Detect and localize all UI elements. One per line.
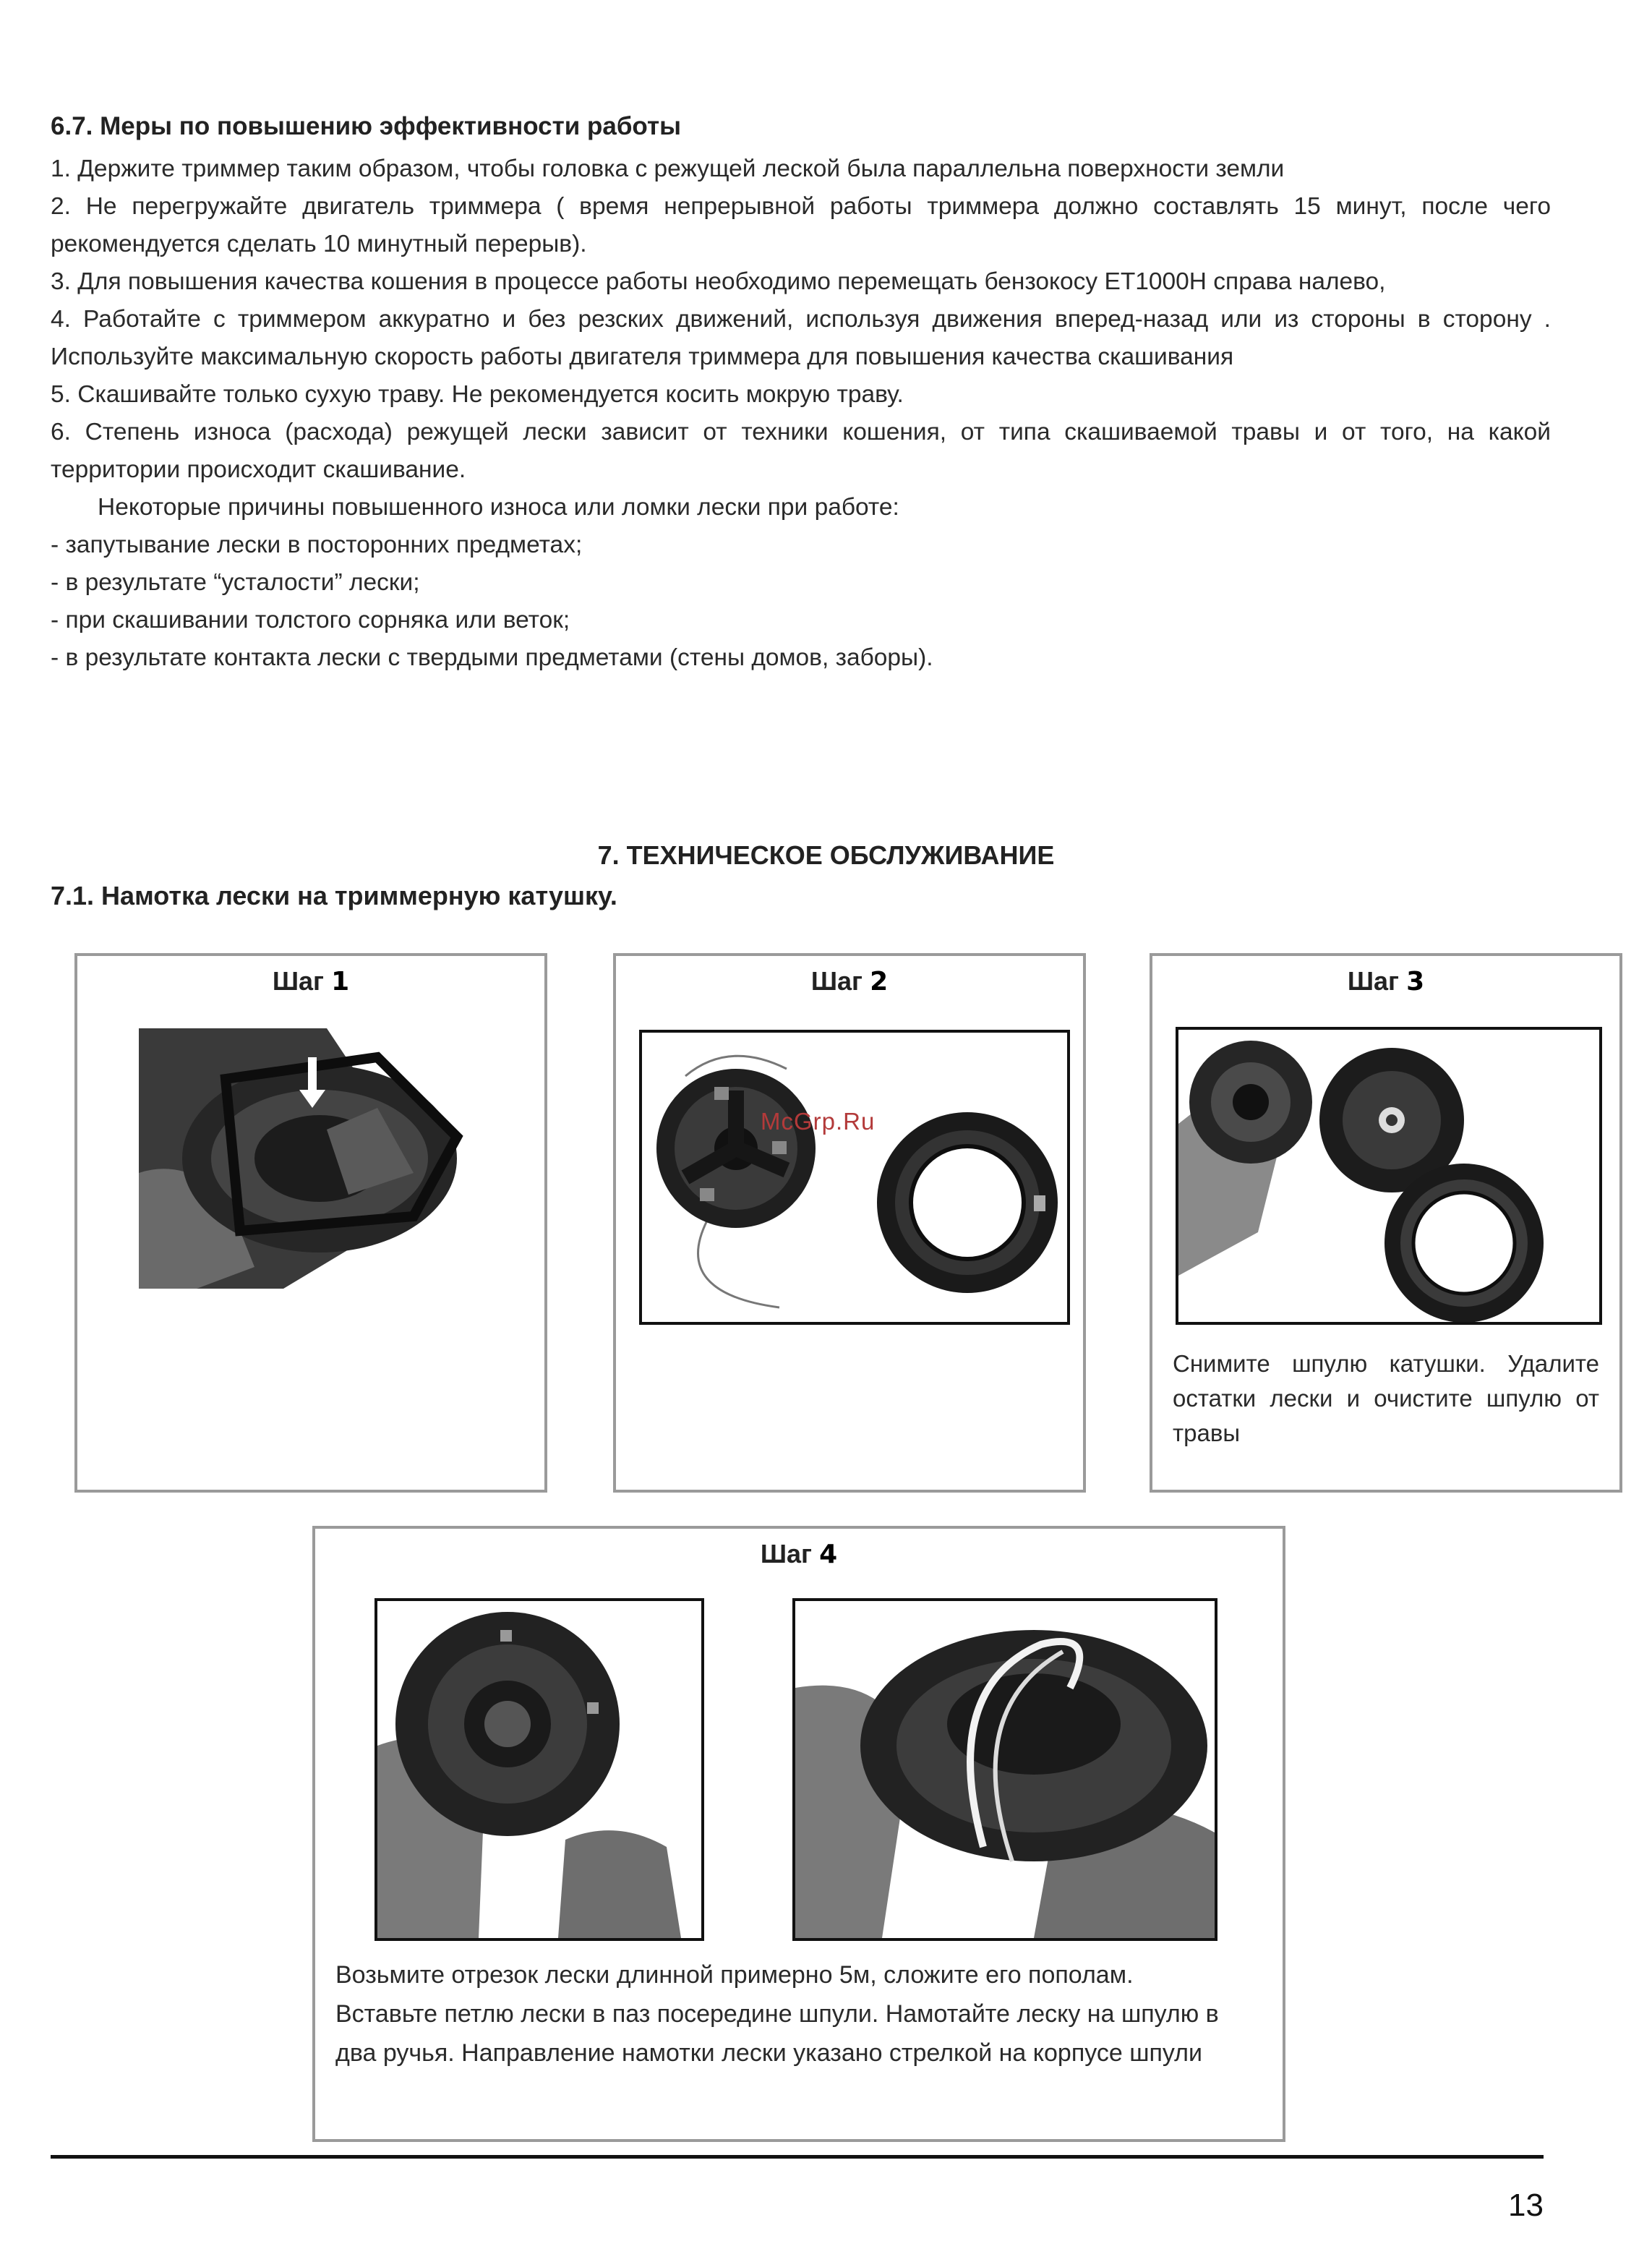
page-number: 13 — [1508, 2188, 1544, 2223]
step-2-title: Шаг 2 — [810, 966, 889, 997]
list-item: 1. Держите триммер таким образом, чтобы головка с режущей леской была параллельна поверхности земли — [51, 155, 1285, 182]
step-2-photo — [639, 1030, 1070, 1325]
watermark: McGrp.Ru — [761, 1108, 876, 1135]
step-2-box — [613, 953, 1086, 1493]
step-4-caption: Возьмите отрезок лески длинной примерно 5м, сложите его пополам. Вставьте петлю лески в паз посередине шпули. Намотайте леску на шпулю в два ручья. Направление намотки лески указано стрелкой на корпусе шпули — [335, 1961, 1219, 2067]
section-7-1-heading: 7.1. Намотка лески на триммерную катушку. — [51, 881, 617, 910]
list-item: 4. Работайте с триммером аккуратно и без резских движений, используя движения вперед-назад или из стороны в сторону . Используйте максимальную скорость работы двигателя триммера для повышения качества скашивания — [51, 306, 1551, 370]
list-item: 5. Скашивайте только сухую траву. Не рекомендуется косить мокрую траву. — [51, 381, 904, 408]
step-4-photo-right — [792, 1598, 1217, 1941]
step-1-box — [74, 953, 547, 1493]
step-4-photo-left — [375, 1598, 704, 1941]
section-6-7-heading: 6.7. Меры по повышению эффективности работы — [51, 112, 681, 140]
step-1-title: Шаг 1 — [272, 966, 350, 997]
cause-item: - в результате контакта лески с твердыми предметами (стены домов, заборы). — [51, 644, 933, 671]
step-4-title: Шаг 4 — [760, 1539, 838, 1569]
list-item: 2. Не перегружайте двигатель триммера ( время непрерывной работы триммера должно составлять 15 минут, после чего рекомендуется сделать 10 минутный перерыв). — [51, 193, 1551, 257]
step-3-photo — [1176, 1027, 1602, 1325]
step-3-box — [1150, 953, 1622, 1493]
list-item: 6. Степень износа (расхода) режущей лески зависит от техники кошения, от типа скашиваемой травы и от того, на какой территории происходит скашивание. — [51, 419, 1551, 483]
cause-item: - в результате “усталости” лески; — [51, 569, 420, 596]
step-4-box — [312, 1526, 1285, 2142]
section-6-7-body — [51, 150, 1551, 677]
cause-item: - запутывание лески в посторонних предметах; — [51, 532, 583, 558]
step-1-photo — [139, 1028, 464, 1289]
step-3-title: Шаг 3 — [1347, 966, 1425, 997]
cause-item: - при скашивании толстого сорняка или веток; — [51, 607, 570, 633]
step-3-caption: Снимите шпулю катушки. Удалите остатки лески и очистите шпулю от травы — [1173, 1350, 1599, 1446]
causes-intro: Некоторые причины повышенного износа или ломки лески при работе: — [98, 494, 899, 521]
section-7-heading: 7. ТЕХНИЧЕСКОЕ ОБСЛУЖИВАНИЕ — [597, 840, 1055, 870]
list-item: 3. Для повышения качества кошения в процессе работы необходимо перемещать бензокосу ET1000H справа налево, — [51, 268, 1386, 295]
footer-rule — [51, 2155, 1544, 2159]
